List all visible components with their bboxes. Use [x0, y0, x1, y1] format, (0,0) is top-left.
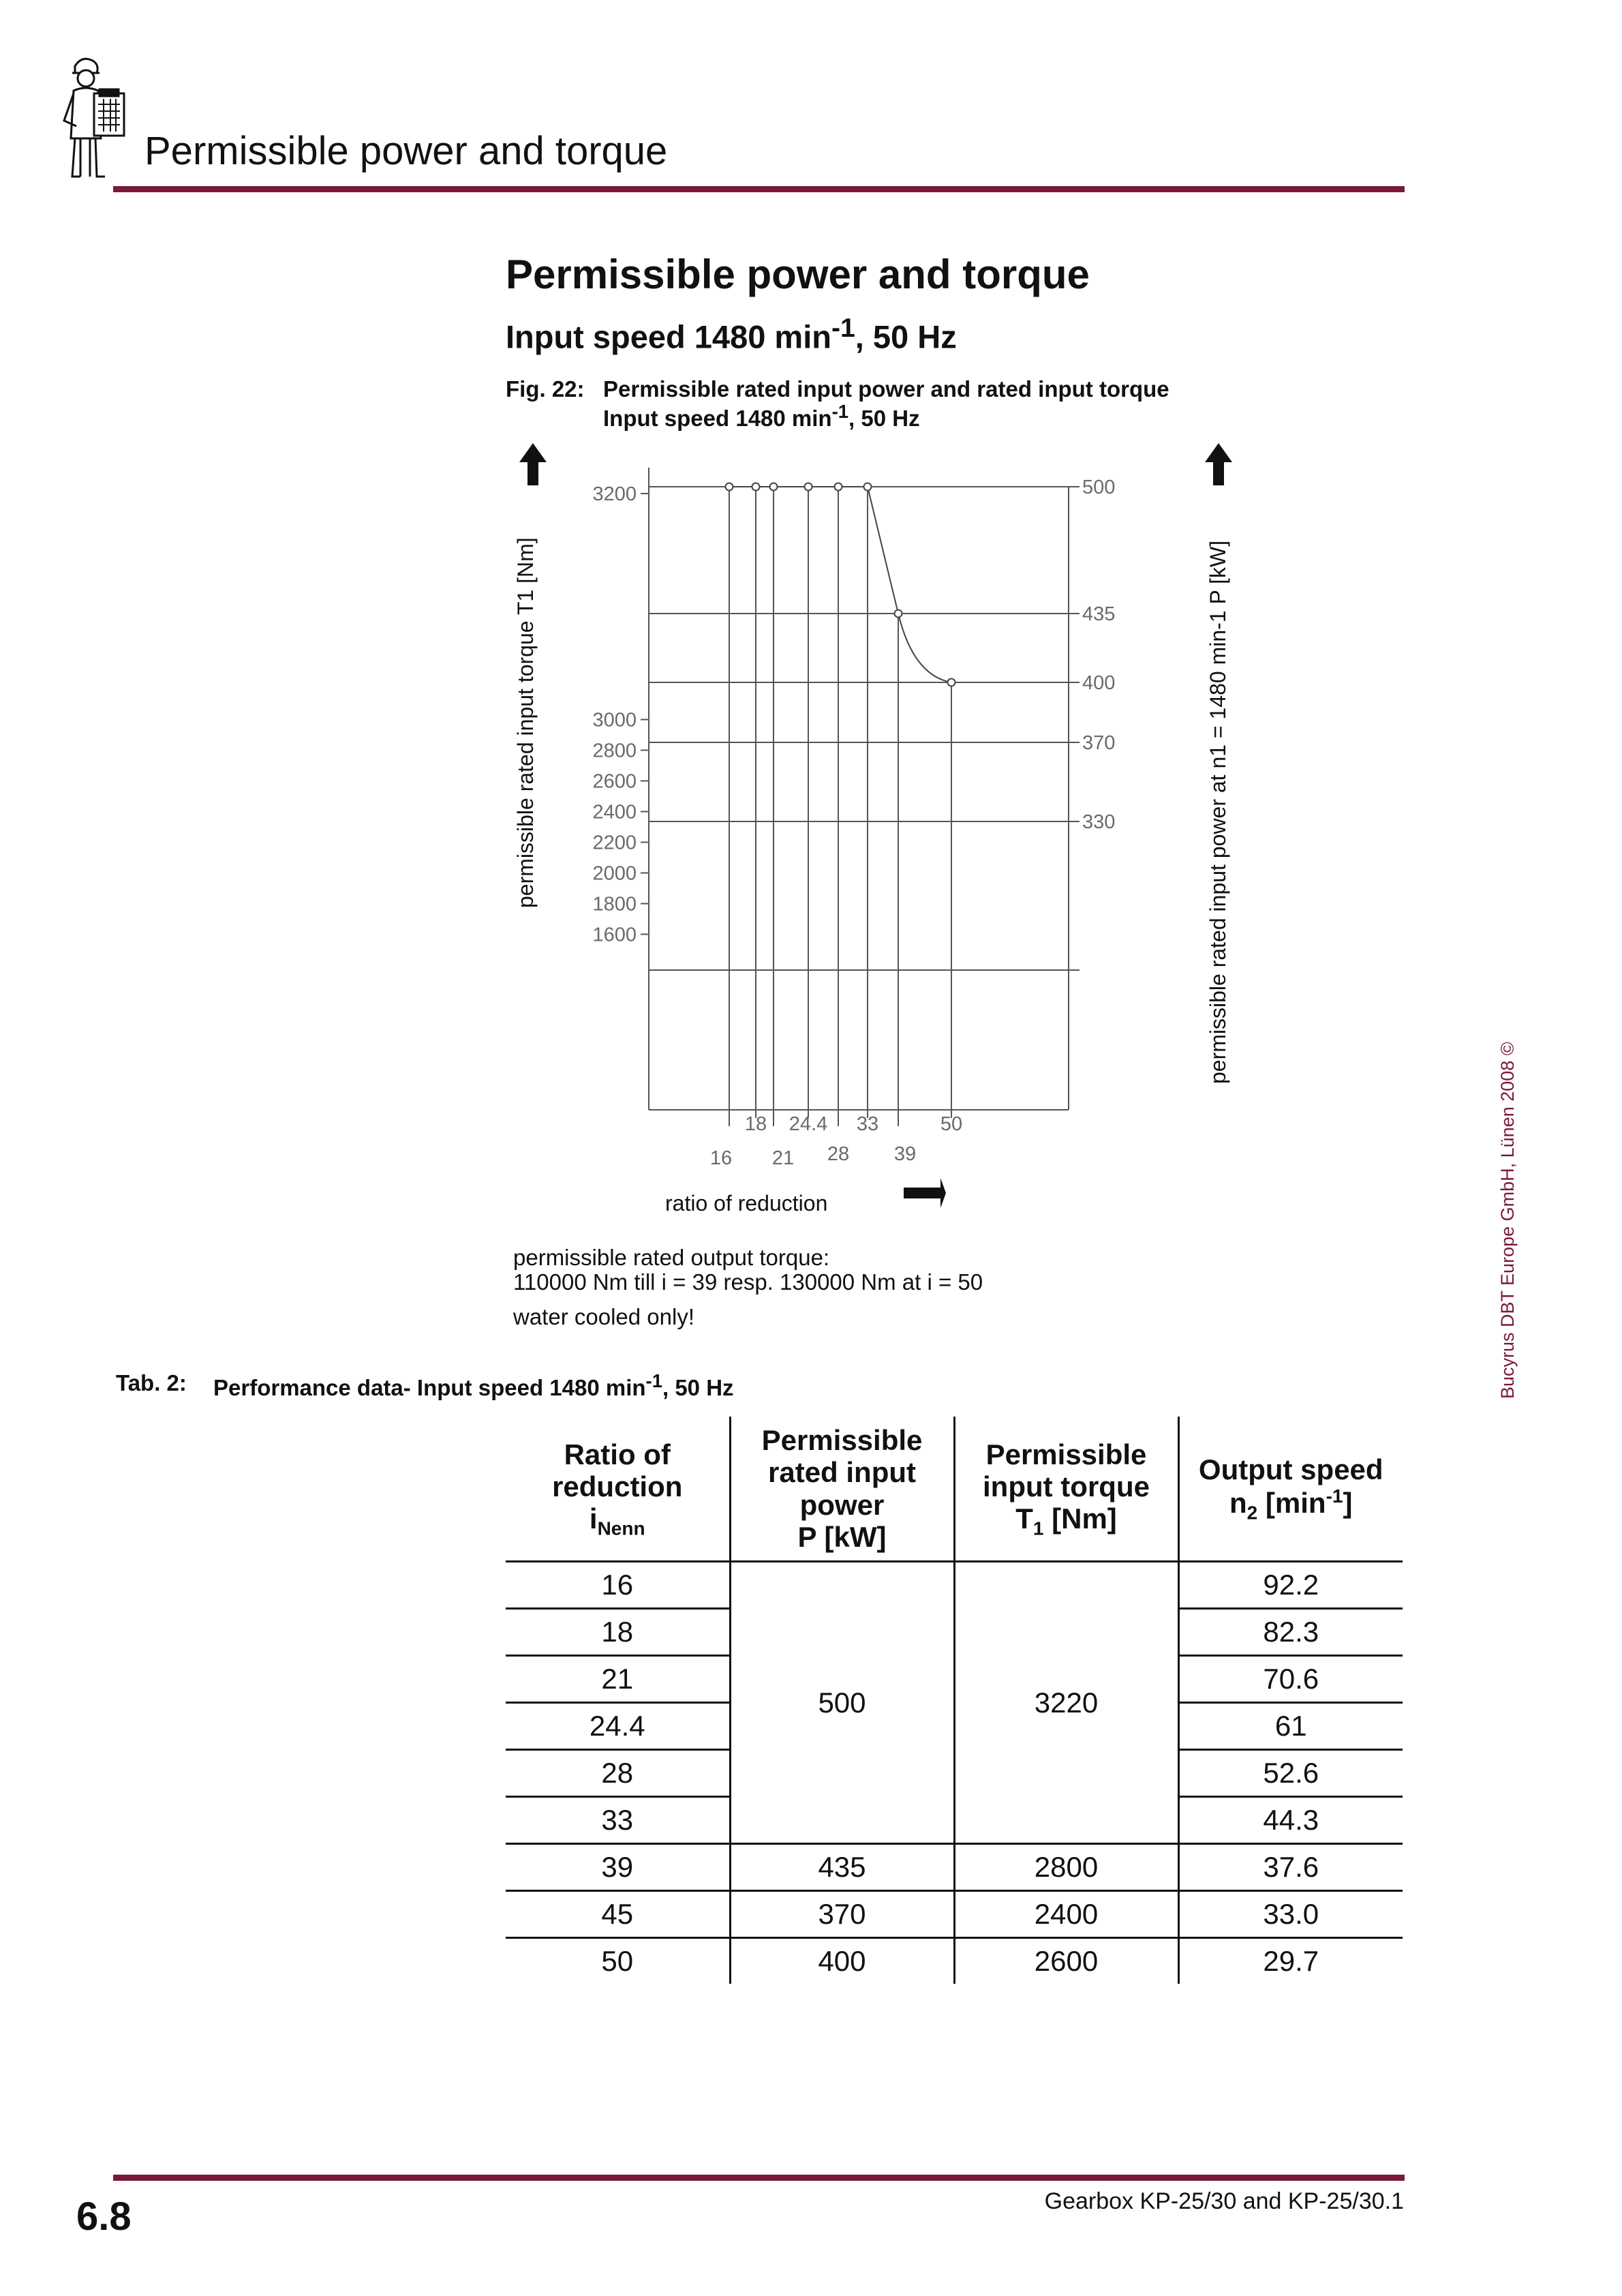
arrow-up-icon — [1205, 443, 1232, 485]
x-tick-label: 24.4 — [789, 1113, 828, 1135]
table-row — [506, 1562, 1403, 1609]
data-point — [948, 679, 955, 686]
section-subtitle: Input speed 1480 $\min^{-1}$, 50 Hz — [506, 314, 957, 355]
x-tick-label: 33 — [856, 1113, 879, 1135]
y-tick-label-left: 2000 — [592, 862, 637, 885]
figure-caption-line2: Input speed 1480 $\min^{-1}$, 50 Hz — [603, 401, 920, 431]
cell-ratio: 16 — [506, 1562, 730, 1609]
cell-ratio: 45 — [506, 1891, 730, 1938]
x-tick-label: 28 — [827, 1143, 850, 1165]
data-point — [864, 483, 872, 491]
y-tick-label-left: 1800 — [592, 893, 637, 916]
cell-speed: 70.6 — [1178, 1656, 1403, 1703]
cell-power: 370 — [730, 1891, 954, 1938]
x-tick-label: 50 — [940, 1113, 963, 1135]
header-title: Permissible power and torque — [144, 129, 668, 173]
y-tick-label-right: 500 — [1082, 477, 1116, 498]
cell-power-merged: 500 — [730, 1562, 954, 1844]
cell-speed: 37.6 — [1178, 1844, 1403, 1891]
x-tick-label: 16 — [709, 1147, 733, 1169]
cell-ratio: 24.4 — [506, 1703, 730, 1750]
arrow-right-icon — [904, 1178, 946, 1208]
cell-ratio: 39 — [506, 1844, 730, 1891]
header-ratio: Ratio of reduction $i_{Nenn}$ — [506, 1417, 730, 1562]
section-title: Permissible power and torque — [506, 252, 1090, 297]
note-torque-values: 110000 Nm till i = 39 resp. 130000 Nm at i = 50 — [513, 1269, 983, 1295]
header-rule — [113, 186, 1405, 192]
performance-table — [506, 1417, 1403, 1984]
header-output-speed: Output speed $n_2$ $[\min^{-1}]$ — [1178, 1417, 1403, 1562]
y-axis-right-title: permissible rated input power at n1 = 1480 min-1 P [kW] — [1206, 540, 1230, 1084]
cell-torque: 2600 — [954, 1938, 1178, 1984]
table-header-row — [506, 1417, 1403, 1562]
table-row — [506, 1844, 1403, 1891]
data-point — [726, 483, 733, 491]
table-caption-text: Performance data- Input speed 1480 $\min^{-1}$, 50 Hz — [213, 1370, 734, 1400]
y-tick-label-left: 2800 — [592, 740, 637, 762]
arrow-up-icon — [519, 443, 547, 485]
cell-speed: 61 — [1178, 1703, 1403, 1750]
chart-labels — [592, 477, 1115, 1169]
header-torque: Permissible input torque $T_1$ [Nm] — [954, 1417, 1178, 1562]
cell-ratio: 50 — [601, 1945, 634, 1977]
y-tick-label-left: 1600 — [592, 924, 637, 946]
series-line-torque — [729, 487, 951, 682]
cell-power: 400 — [730, 1938, 954, 1984]
cell-ratio: 33 — [506, 1797, 730, 1844]
chart-grid — [641, 468, 1080, 1126]
cell-speed: 29.7 — [1178, 1938, 1403, 1984]
x-axis-title: ratio of reduction — [665, 1191, 828, 1215]
table-row — [506, 1891, 1403, 1938]
cell-speed: 52.6 — [1178, 1750, 1403, 1797]
cell-ratio: 28 — [506, 1750, 730, 1797]
footer-rule — [113, 2175, 1405, 2181]
data-point — [805, 483, 812, 491]
x-tick-label: 18 — [744, 1113, 767, 1135]
note-water-cooled: water cooled only! — [513, 1304, 694, 1329]
table-row — [506, 1938, 1403, 1984]
page-number: 6.8 — [76, 2194, 132, 2239]
data-point — [752, 483, 760, 491]
data-point — [770, 483, 778, 491]
cell-speed: 92.2 — [1178, 1562, 1403, 1609]
cell-ratio: 18 — [506, 1609, 730, 1656]
y-tick-label-right: 435 — [1082, 603, 1116, 625]
cell-speed: 33.0 — [1178, 1891, 1403, 1938]
y-tick-label-left: 2600 — [592, 770, 637, 793]
note-rated-output-torque: permissible rated output torque: — [513, 1245, 830, 1270]
y-tick-label-right: 400 — [1082, 672, 1116, 694]
cell-torque: 2800 — [954, 1844, 1178, 1891]
x-tick-label: 21 — [771, 1147, 795, 1169]
cell-speed: 82.3 — [1178, 1609, 1403, 1656]
header-power: Permissible rated input power P [kW] — [730, 1417, 954, 1562]
torque-power-chart — [504, 436, 1281, 1230]
y-axis-left-title: permissible rated input torque T1 [Nm] — [513, 537, 538, 908]
copyright-notice: Bucyrus DBT Europe GmbH, Lünen 2008 © — [1497, 1042, 1518, 1399]
y-tick-label-left: 3200 — [592, 483, 637, 505]
figure-caption-line1: Permissible rated input power and rated input torque — [603, 376, 1169, 402]
data-point — [895, 610, 902, 618]
worker-with-clipboard-icon — [48, 51, 132, 184]
y-tick-label-left: 3000 — [592, 709, 637, 731]
y-tick-label-right: 330 — [1082, 811, 1116, 833]
figure-caption-label: Fig. 22: — [506, 376, 585, 402]
y-tick-label-right: 370 — [1082, 732, 1116, 754]
cell-speed: 44.3 — [1178, 1797, 1403, 1844]
cell-torque: 2400 — [954, 1891, 1178, 1938]
table-caption-label: Tab. 2: — [116, 1370, 187, 1395]
cell-ratio: 21 — [506, 1656, 730, 1703]
x-tick-label: 39 — [893, 1143, 917, 1165]
cell-power: 435 — [730, 1844, 954, 1891]
chart-plot — [726, 483, 955, 686]
y-tick-label-left: 2400 — [592, 801, 637, 824]
footer-title: Gearbox KP-25/30 and KP-25/30.1 — [1044, 2188, 1404, 2214]
cell-torque-merged: 3220 — [954, 1562, 1178, 1844]
y-tick-label-left: 2200 — [592, 832, 637, 854]
data-point — [835, 483, 842, 491]
